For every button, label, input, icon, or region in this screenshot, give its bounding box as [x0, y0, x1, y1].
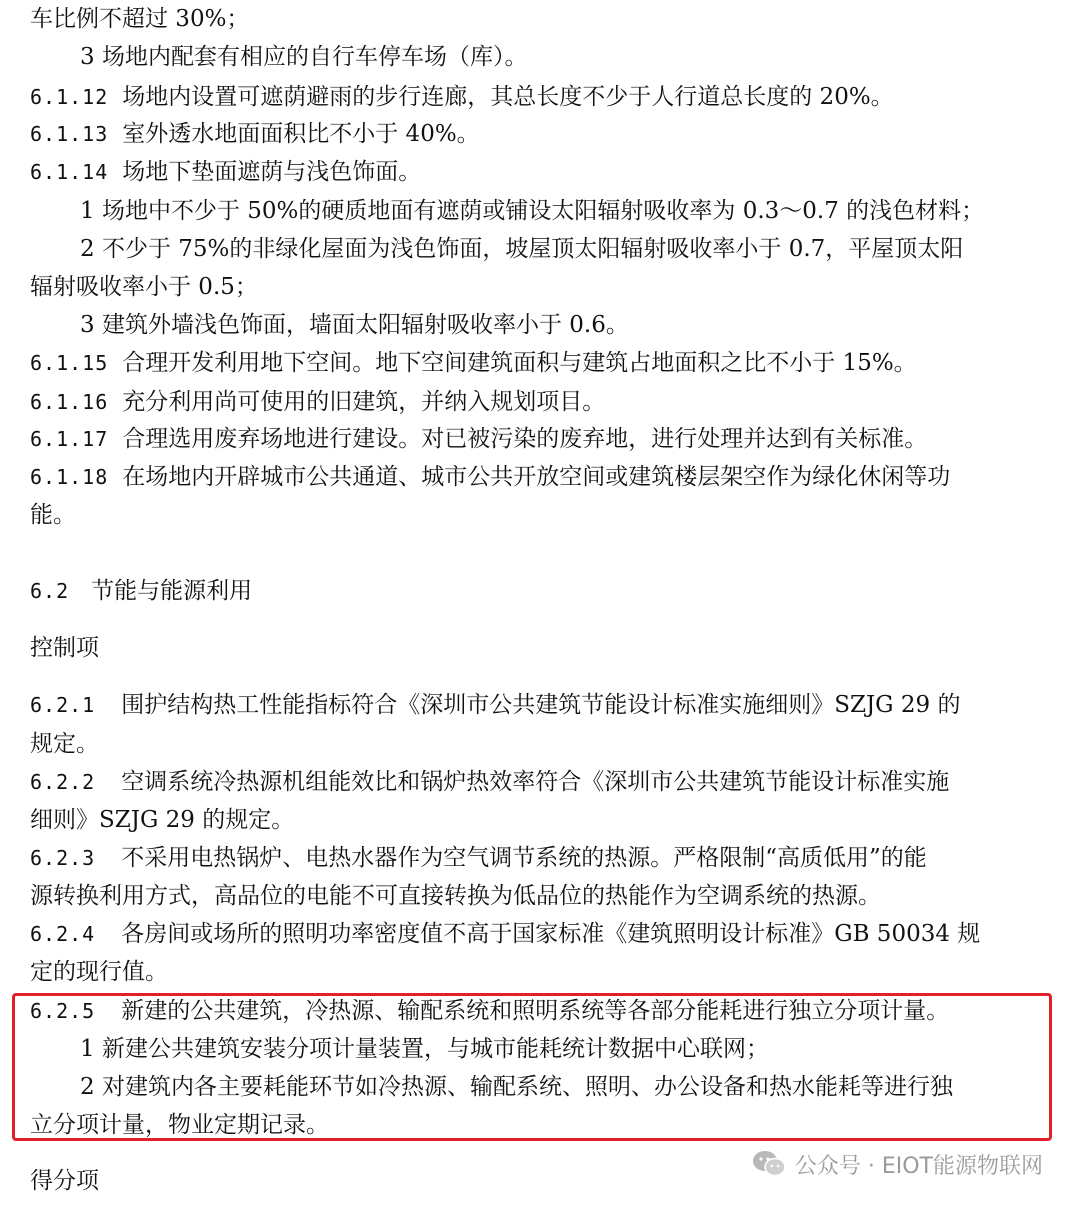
text-line: 辐射吸收率小于 0.5； — [30, 274, 258, 300]
clause-6-1-15 — [30, 348, 1045, 378]
watermark-text: 公众号 · EIOT能源物联网 — [794, 1153, 1043, 1179]
clause-text: 场地下垫面遮荫与浅色饰面。 — [122, 159, 422, 185]
clause-text: 各房间或场所的照明功率密度值不高于国家标准《建筑照明设计标准》GB 50034 规 — [121, 921, 981, 947]
clause-6-2-3 — [30, 843, 1045, 873]
clause-number: 6.1.15 — [30, 351, 109, 375]
text-line: 车比例不超过 30%； — [30, 6, 250, 32]
clause-text: 充分利用尚可使用的旧建筑，并纳入规划项目。 — [122, 389, 606, 415]
clause-6-2-1 — [30, 690, 1045, 720]
wechat-icon — [751, 1149, 787, 1179]
text-line: 能。 — [30, 502, 76, 528]
clause-6-2-2 — [30, 767, 1045, 797]
text-line: 立分项计量，物业定期记录。 — [30, 1112, 329, 1138]
section-heading — [30, 576, 1045, 606]
clause-text: 新建的公共建筑，冷热源、输配系统和照明系统等各部分能耗进行独立分项计量。 — [121, 998, 950, 1024]
text-line: 定的现行值。 — [30, 959, 168, 985]
clause-text: 合理选用废弃场地进行建设。对已被污染的废弃地，进行处理并达到有关标准。 — [122, 426, 928, 452]
section-title: 节能与能源利用 — [91, 578, 253, 604]
clause-6-2-5 — [30, 996, 1045, 1026]
control-items-label: 控制项 — [30, 635, 99, 661]
clause-number: 6.1.12 — [30, 85, 109, 109]
clause-text: 空调系统冷热源机组能效比和锅炉热效率符合《深圳市公共建筑节能设计标准实施 — [121, 769, 950, 795]
clause-text: 在场地内开辟城市公共通道、城市公共开放空间或建筑楼层架空作为绿化休闲等功 — [122, 464, 951, 490]
clause-text: 不采用电热锅炉、电热水器作为空气调节系统的热源。严格限制“高质低用”的能 — [121, 845, 927, 871]
text-line: 1 场地中不少于 50%的硬质地面有遮荫或铺设太阳辐射吸收率为 0.3～0.7 的浅色材料； — [80, 198, 985, 224]
clause-number: 6.2.2 — [30, 770, 96, 794]
clause-number: 6.1.13 — [30, 122, 109, 146]
clause-number: 6.2.4 — [30, 922, 96, 946]
text-line: 2 对建筑内各主要耗能环节如冷热源、输配系统、照明、办公设备和热水能耗等进行独 — [80, 1074, 953, 1100]
clause-number: 6.1.17 — [30, 427, 109, 451]
score-items-label: 得分项 — [30, 1168, 99, 1194]
clause-6-2-4 — [30, 919, 1045, 949]
clause-text: 场地内设置可遮荫避雨的步行连廊，其总长度不少于人行道总长度的 20%。 — [122, 84, 894, 110]
clause-6-1-17 — [30, 424, 1045, 454]
clause-number: 6.1.16 — [30, 390, 109, 414]
watermark — [751, 1147, 1043, 1181]
clause-text: 合理开发利用地下空间。地下空间建筑面积与建筑占地面积之比不小于 15%。 — [122, 350, 917, 376]
text-line: 规定。 — [30, 731, 99, 757]
clause-6-1-18 — [30, 462, 1045, 492]
text-line: 1 新建公共建筑安装分项计量装置，与城市能耗统计数据中心联网； — [80, 1036, 769, 1062]
clause-number: 6.1.14 — [30, 160, 109, 184]
clause-6-1-13 — [30, 119, 1045, 149]
text-line: 3 场地内配套有相应的自行车停车场（库）。 — [80, 44, 528, 70]
text-line: 3 建筑外墙浅色饰面，墙面太阳辐射吸收率小于 0.6。 — [80, 312, 629, 338]
clause-text: 室外透水地面面积比不小于 40%。 — [122, 121, 480, 147]
clause-number: 6.2.1 — [30, 693, 96, 717]
text-line: 源转换利用方式，高品位的电能不可直接转换为低品位的热能作为空调系统的热源。 — [30, 883, 881, 909]
section-number: 6.2 — [30, 579, 70, 603]
clause-text: 围护结构热工性能指标符合《深圳市公共建筑节能设计标准实施细则》SZJG 29 的 — [121, 692, 961, 718]
clause-6-1-16 — [30, 387, 1045, 417]
text-line: 细则》SZJG 29 的规定。 — [30, 807, 295, 833]
clause-6-1-12 — [30, 82, 1045, 112]
clause-number: 6.1.18 — [30, 465, 109, 489]
clause-6-1-14 — [30, 157, 1045, 187]
clause-number: 6.2.5 — [30, 999, 96, 1023]
text-line: 2 不少于 75%的非绿化屋面为浅色饰面，坡屋顶太阳辐射吸收率小于 0.7，平屋顶太阳 — [80, 236, 964, 262]
clause-number: 6.2.3 — [30, 846, 96, 870]
